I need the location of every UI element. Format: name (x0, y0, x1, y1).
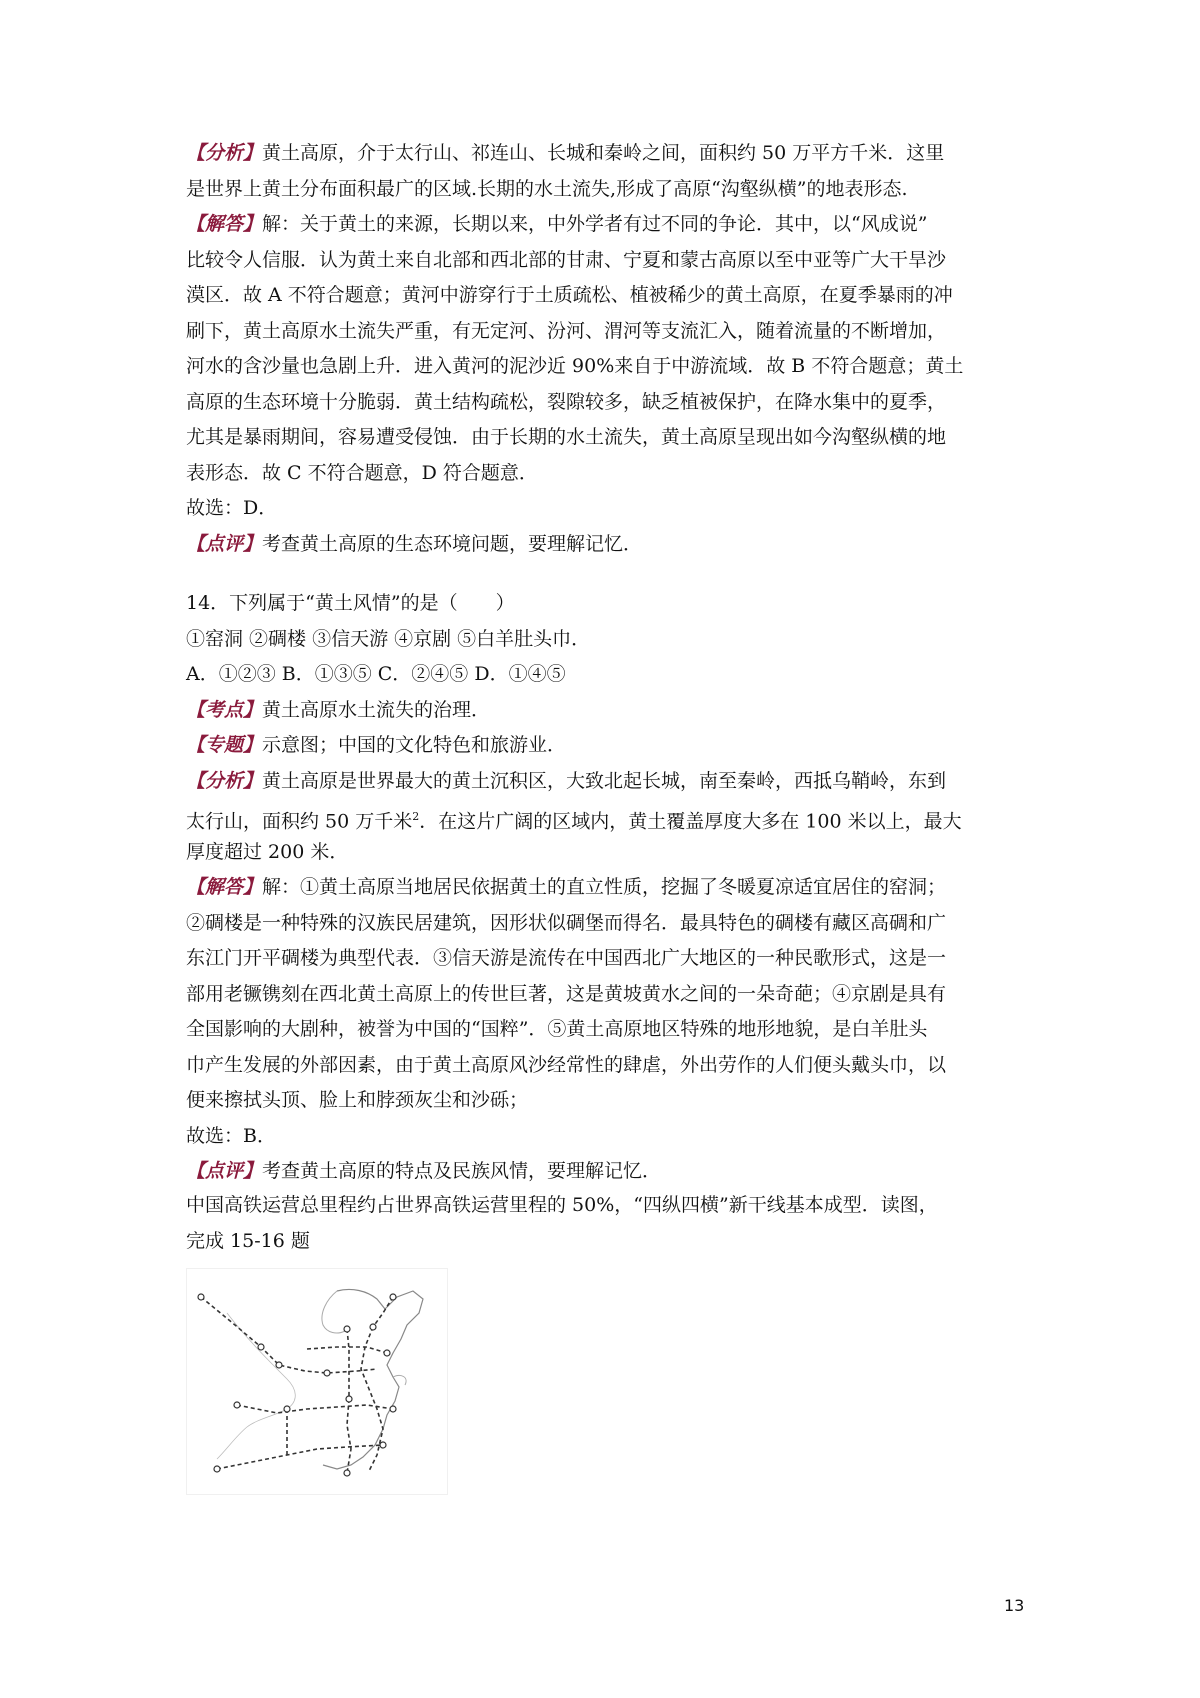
q14-answer-line: 巾产生发展的外部因素，由于黄土高原风沙经常性的肆虐，外出劳作的人们便头戴头巾，以 (186, 1053, 947, 1076)
city-node (370, 1324, 376, 1330)
rail-line-shanghai-chengdu (237, 1405, 393, 1413)
comment-tag: 【点评】 (186, 1160, 263, 1182)
page-number: 13 (1004, 1596, 1025, 1615)
rail-line-northeast (373, 1297, 393, 1327)
q14-answer-line: 东江门开平碉楼为典型代表．③信天游是流传在中国西北广大地区的一种民歌形式，这是一 (186, 947, 947, 969)
q13-answer-line: 尤其是暴雨期间，容易遭受侵蚀．由于长期的水土流失，黄土高原呈现出如今沟壑纵横的地 (186, 426, 947, 448)
comment-tag: 【点评】 (186, 532, 263, 555)
answer-tag: 【解答】 (186, 213, 263, 235)
coastline-outline (323, 1289, 423, 1469)
q15-intro (186, 1188, 1026, 1259)
city-node (214, 1466, 220, 1472)
rail-line-shijiazhuang-qingdao (307, 1347, 387, 1353)
q13-comment-line: 【点评】考查黄土高原的生态环境问题，要理解记忆． (186, 532, 643, 555)
q14-answer-line: 便来擦拭头顶、脸上和脖颈灰尘和沙砾； (186, 1089, 529, 1111)
q13-answer-line: 高原的生态环境十分脆弱．黄土结构疏松，裂隙较多，缺乏植被保护，在降水集中的夏季， (186, 390, 947, 413)
q13-analysis-line: 是世界上黄土分布面积最广的区域.长期的水土流失,形成了高原“沟壑纵横”的地表形态. (186, 177, 908, 200)
q13-answer-line: 【解答】解：关于黄土的来源，长期以来，中外学者有过不同的争论．其中，以“风成说” (186, 213, 928, 235)
q14-topic-line: 【考点】黄土高原水土流失的治理． (186, 698, 491, 721)
topic-tag: 【考点】 (186, 698, 263, 721)
city-node (346, 1396, 352, 1402)
q14-stem: 14．下列属于“黄土风情”的是（ ） (186, 592, 515, 614)
q13-choice: 故选：D． (186, 497, 278, 519)
city-node (284, 1406, 290, 1412)
q13-answer-line: 漠区．故 A 不符合题意；黄河中游穿行于土质疏松、植被稀少的黄土高原，在夏季暴雨的冲 (186, 284, 953, 306)
q13-analysis-line: 【分析】黄土高原，介于太行山、祁连山、长城和秦岭之间，面积约 50 万平方千米．这里 (186, 142, 945, 164)
q14-items: ①窑洞 ②碉楼 ③信天游 ④京剧 ⑤白羊肚头巾． (186, 627, 591, 650)
q14-answer-line: 全国影响的大剧种，被誉为中国的“国粹”．⑤黄土高原地区特殊的地形地貌，是白羊肚头 (186, 1018, 928, 1040)
q14-block (186, 586, 1026, 1190)
q14-analysis-line: 【分析】黄土高原是世界最大的黄土沉积区，大致北起长城，南至秦岭，西抵乌鞘岭，东到 (186, 769, 947, 792)
city-node (380, 1442, 386, 1448)
rail-line-shanghai-kunming (217, 1445, 383, 1469)
subject-tag: 【专题】 (186, 734, 263, 756)
q13-answer-line: 河水的含沙量也急剧上升．进入黄河的泥沙近 90%来自于中游流域．故 B 不符合题意；黄土 (186, 355, 964, 377)
analysis-tag: 【分析】 (186, 769, 263, 792)
city-node (384, 1350, 390, 1356)
intro-line: 完成 15-16 题 (186, 1229, 310, 1252)
city-node (324, 1370, 330, 1376)
city-node (258, 1344, 264, 1350)
city-node (390, 1294, 396, 1300)
q14-analysis-line: 太行山，面积约 50 万千米$^2$．在这片广阔的区域内，黄土覆盖厚度大多在 100 米以上，最大 (186, 810, 962, 833)
q14-answer-line: 部用老镢镌刻在西北黄土高原上的传世巨著，这是黄坡黄水之间的一朵奇葩；④京剧是具有 (186, 982, 947, 1005)
bay-outline (322, 1291, 345, 1333)
inland-border (217, 1313, 295, 1459)
q13-answer-line: 表形态．故 C 不符合题意，D 符合题意． (186, 461, 538, 484)
q14-analysis-line: 厚度超过 200 米． (186, 840, 349, 863)
railway-map-figure (186, 1268, 448, 1495)
city-node (198, 1294, 204, 1300)
rail-line-northwest (201, 1297, 377, 1373)
q14-comment-line: 【点评】考查黄土高原的特点及民族风情，要理解记忆． (186, 1160, 662, 1182)
answer-tag: 【解答】 (186, 876, 263, 898)
q14-answer-line: ②碉楼是一种特殊的汉族民居建筑，因形状似碉堡而得名．最具特色的碉楼有藏区高碉和广 (186, 911, 947, 934)
intro-line: 中国高铁运营总里程约占世界高铁运营里程的 50%，“四纵四横”新干线基本成型．读图， (186, 1194, 938, 1216)
city-node (234, 1402, 240, 1408)
railway-map-graphic (187, 1269, 447, 1494)
analysis-tag: 【分析】 (186, 142, 263, 164)
q13-answer-line: 刷下，黄土高原水土流失严重，有无定河、汾河、渭河等支流汇入，随着流量的不断增加， (186, 319, 947, 342)
q13-block (186, 136, 1026, 562)
city-node (344, 1470, 350, 1476)
q14-options: A．①②③ B．①③⑤ C．②④⑤ D．①④⑤ (186, 663, 566, 685)
q14-choice: 故选：B． (186, 1124, 276, 1147)
city-node (344, 1326, 350, 1332)
q14-subject-line: 【专题】示意图；中国的文化特色和旅游业． (186, 734, 567, 756)
city-node (276, 1362, 282, 1368)
city-nodes (198, 1294, 396, 1476)
city-node (390, 1406, 396, 1412)
rail-lines (201, 1297, 393, 1473)
q14-answer-line: 【解答】解：①黄土高原当地居民依据黄土的直立性质，挖掘了冬暖夏凉适宜居住的窑洞； (186, 876, 947, 898)
q13-answer-line: 比较令人信服．认为黄土来自北部和西北部的甘肃、宁夏和蒙古高原以至中亚等广大干旱沙 (186, 248, 947, 271)
